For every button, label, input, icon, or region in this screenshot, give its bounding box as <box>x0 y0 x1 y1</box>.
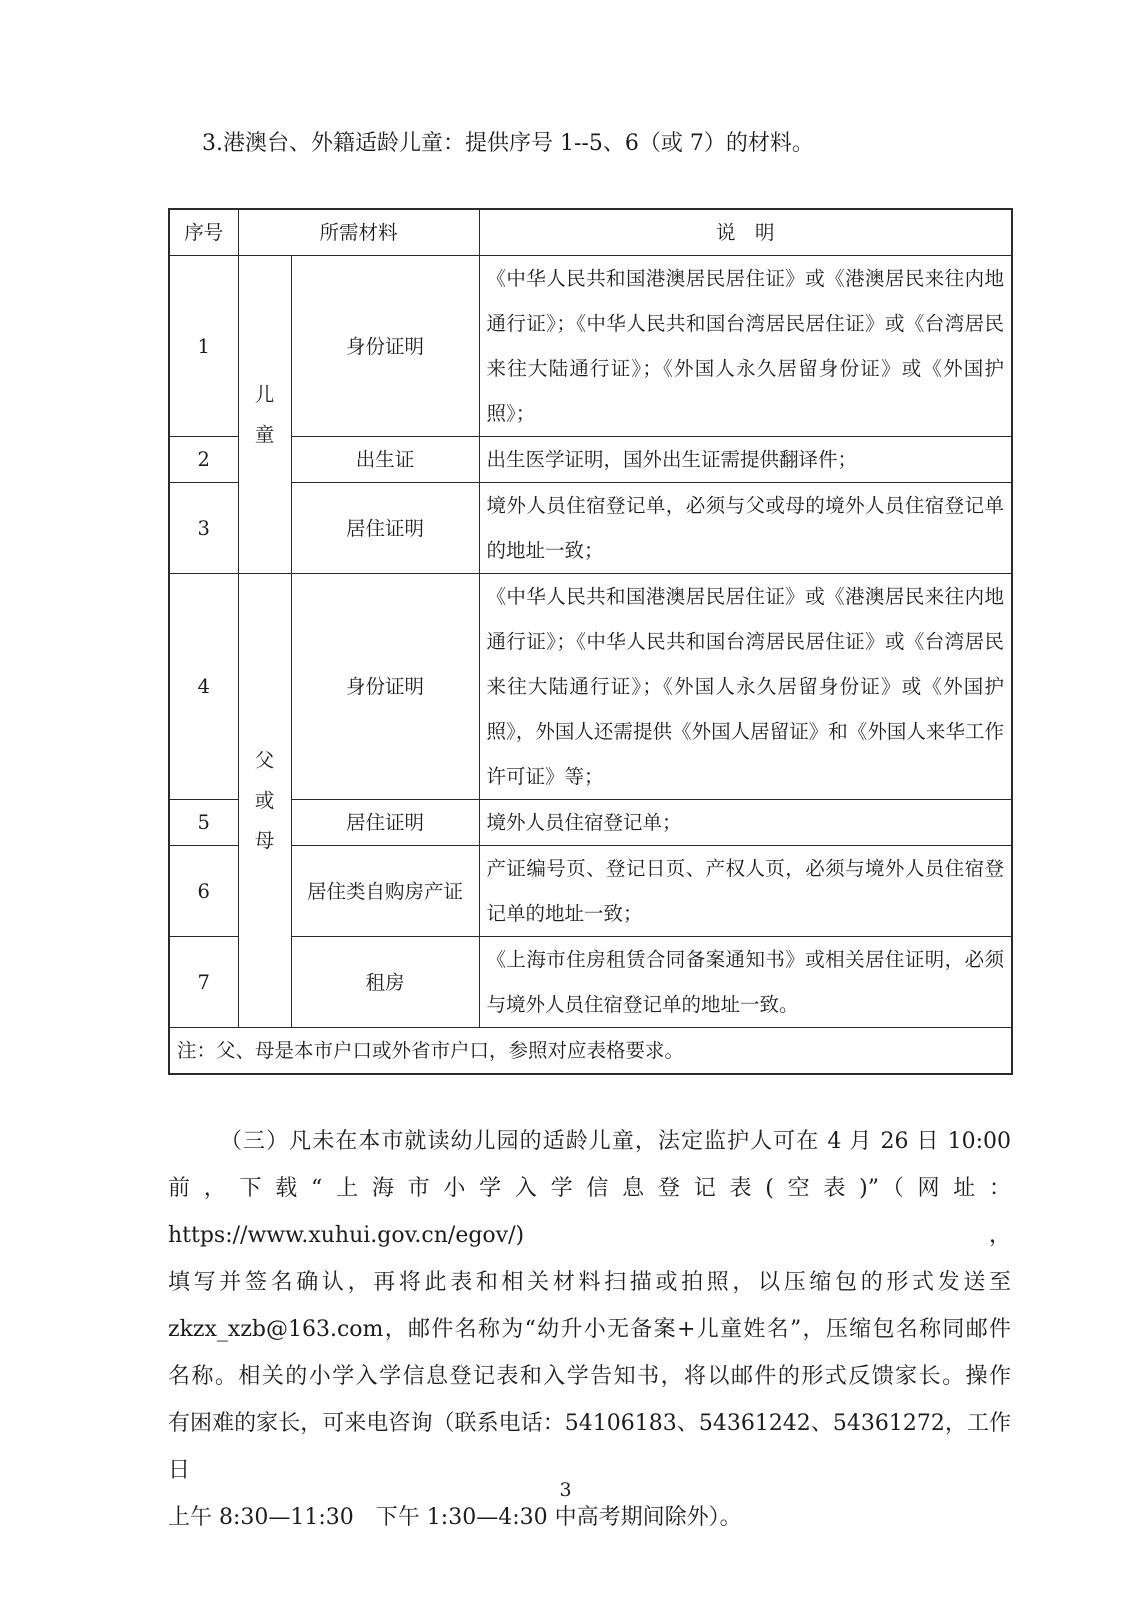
materials-table <box>168 208 1013 1075</box>
row-description: 产证编号页、登记日页、产权人页，必须与境外人员住宿登记单的地址一致； <box>479 846 1012 937</box>
paragraph-line: zkzx_xzb@163.com，邮件名称为“幼升小无备案+儿童姓名”，压缩包名称同邮件 <box>168 1317 1011 1342</box>
table-row <box>169 846 1012 937</box>
paragraph-line: 前，下载“上海市小学入学信息登记表(空表)”（网址：https://www.xuhui.gov.cn/egov/)， <box>168 1176 1011 1248</box>
row-serial-number: 1 <box>169 256 238 437</box>
document-content <box>168 0 1011 1541</box>
paragraph-line: 名称。相关的小学入学信息登记表和入学告知书，将以邮件的形式反馈家长。操作 <box>168 1364 1011 1389</box>
table-row <box>169 800 1012 846</box>
group-label-char: 童 <box>254 422 275 446</box>
row-material-name: 租房 <box>291 937 479 1028</box>
row-description: 境外人员住宿登记单； <box>479 800 1012 846</box>
row-group-label <box>238 574 291 1028</box>
header-description: 说 明 <box>479 209 1012 256</box>
header-serial-number: 序号 <box>169 209 238 256</box>
group-label-char: 母 <box>254 828 275 852</box>
row-material-name: 身份证明 <box>291 256 479 437</box>
row-description: 出生医学证明，国外出生证需提供翻译件； <box>479 437 1012 483</box>
row-group-label <box>238 256 291 574</box>
group-label-char: 父 <box>254 748 275 772</box>
table-row <box>169 574 1012 800</box>
page-number: 3 <box>559 1479 572 1501</box>
row-material-name: 居住类自购房产证 <box>291 846 479 937</box>
section-heading: 3.港澳台、外籍适龄儿童：提供序号 1--5、6（或 7）的材料。 <box>202 131 814 156</box>
row-serial-number: 2 <box>169 437 238 483</box>
paragraph-line: 有困难的家长，可来电咨询（联系电话：54106183、54361242、54361272，工作日 <box>168 1411 1011 1483</box>
row-serial-number: 3 <box>169 483 238 574</box>
table-note: 注：父、母是本市户口或外省市户口，参照对应表格要求。 <box>169 1028 1012 1075</box>
table-row <box>169 256 1012 437</box>
table-header-row <box>169 209 1012 256</box>
table-note-row <box>169 1028 1012 1075</box>
row-description: 《中华人民共和国港澳居民居住证》或《港澳居民来往内地通行证》；《中华人民共和国台湾居民居住证》或《台湾居民来往大陆通行证》；《外国人永久居留身份证》或《外国护照》，外国人还需提供《外国人居留证》和《外国人来华工作许可证》等； <box>479 574 1012 800</box>
table-row <box>169 937 1012 1028</box>
row-description: 《上海市住房租赁合同备案通知书》或相关居住证明，必须与境外人员住宿登记单的地址一致。 <box>479 937 1012 1028</box>
group-label-char: 或 <box>254 788 275 812</box>
row-serial-number: 4 <box>169 574 238 800</box>
row-material-name: 身份证明 <box>291 574 479 800</box>
row-description: 境外人员住宿登记单，必须与父或母的境外人员住宿登记单的地址一致； <box>479 483 1012 574</box>
group-label-stack <box>239 741 291 861</box>
table-row <box>169 437 1012 483</box>
row-description: 《中华人民共和国港澳居民居住证》或《港澳居民来往内地通行证》；《中华人民共和国台湾居民居住证》或《台湾居民来往大陆通行证》；《外国人永久居留身份证》或《外国护照》； <box>479 256 1012 437</box>
row-serial-number: 5 <box>169 800 238 846</box>
paragraph-line: （三）凡未在本市就读幼儿园的适龄儿童，法定监护人可在 4 月 26 日 10:00 <box>220 1129 1011 1154</box>
header-required-materials: 所需材料 <box>238 209 479 256</box>
row-material-name: 出生证 <box>291 437 479 483</box>
row-material-name: 居住证明 <box>291 800 479 846</box>
paragraph-line: 填写并签名确认，再将此表和相关材料扫描或拍照，以压缩包的形式发送至 <box>168 1270 1011 1295</box>
paragraph-line: 上午 8:30—11:30 下午 1:30—4:30 中高考期间除外）。 <box>168 1505 742 1530</box>
group-label-char: 儿 <box>254 382 275 406</box>
row-serial-number: 6 <box>169 846 238 937</box>
table-row <box>169 483 1012 574</box>
row-material-name: 居住证明 <box>291 483 479 574</box>
group-label-stack <box>239 375 291 455</box>
row-serial-number: 7 <box>169 937 238 1028</box>
